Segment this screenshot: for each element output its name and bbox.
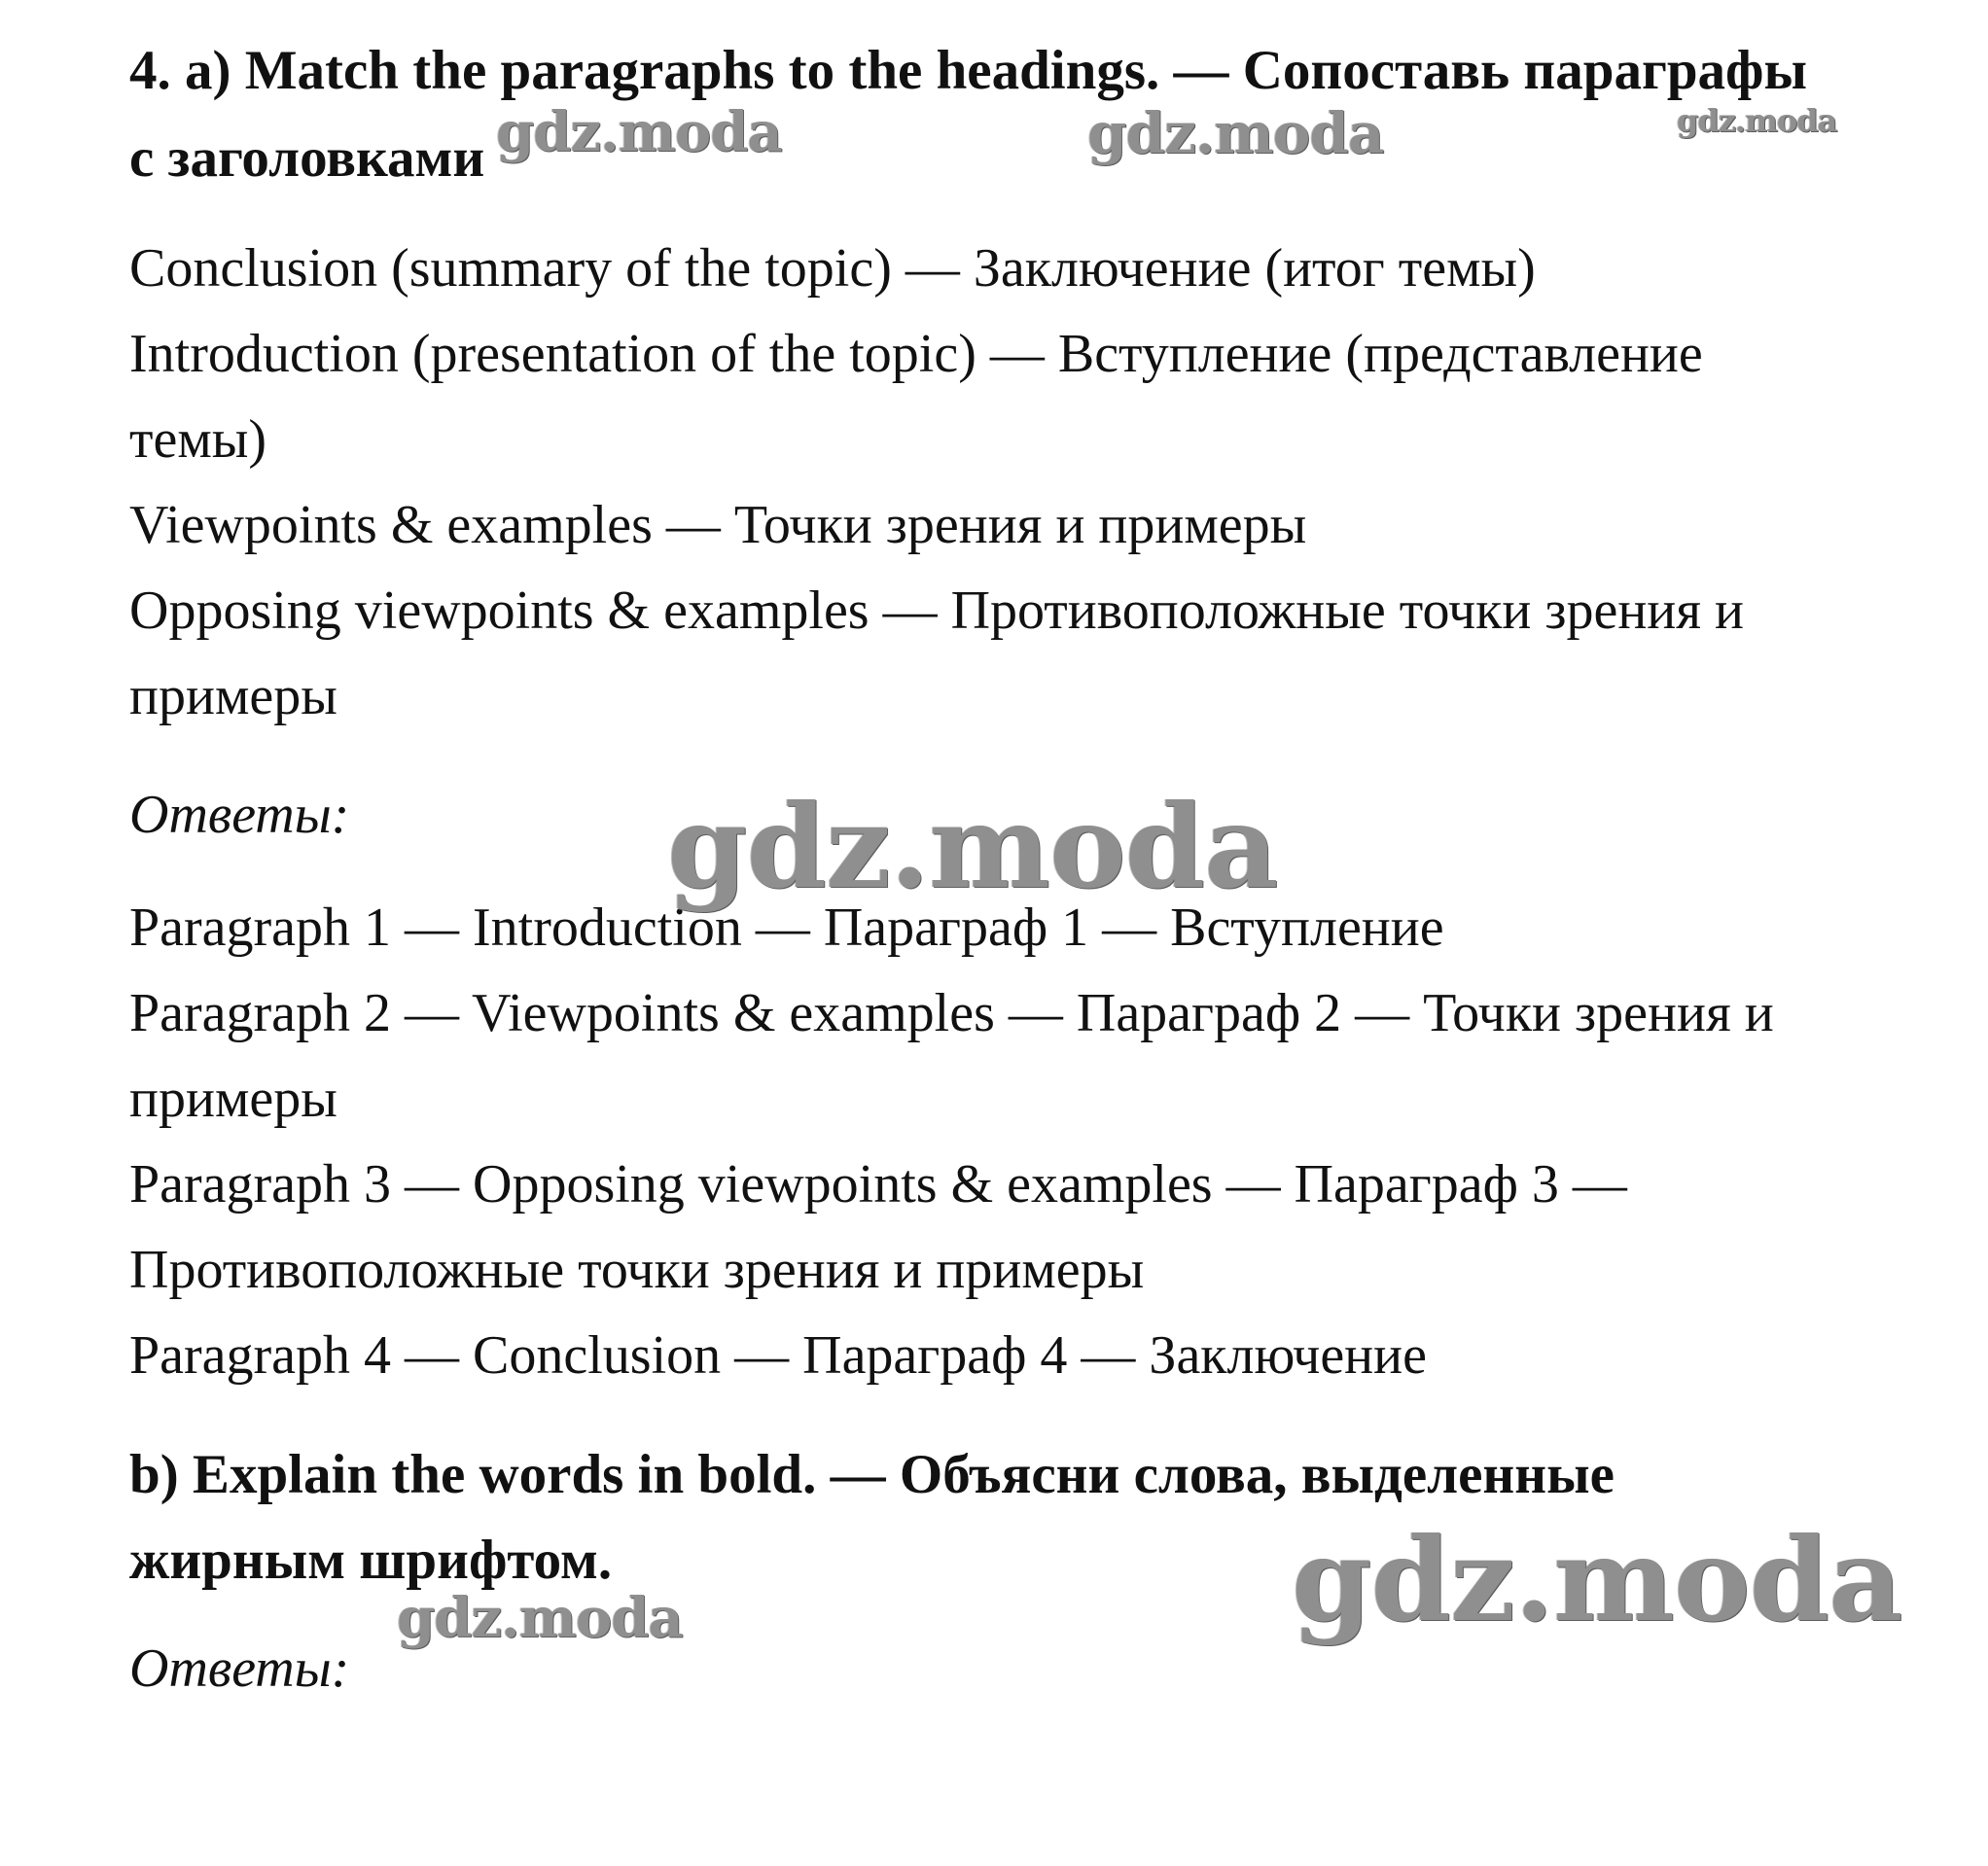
answer-paragraph-2: Paragraph 2 — Viewpoints & examples — Параграф 2 — Точки зрения и <box>129 983 1774 1043</box>
heading-item-opposing-cont: примеры <box>129 666 337 726</box>
task-a-heading-line-2: с заголовками <box>129 127 485 189</box>
heading-item-opposing: Opposing viewpoints & examples — Противоположные точки зрения и <box>129 581 1744 641</box>
task-a-heading-line-1: 4. a) Match the paragraphs to the headings. — Сопоставь параграфы <box>129 40 1808 101</box>
heading-item-introduction: Introduction (presentation of the topic) — Вступление (представление <box>129 324 1703 384</box>
answer-paragraph-2-cont: примеры <box>129 1069 337 1129</box>
answers-label-a: Ответы: <box>129 785 350 845</box>
watermark-logo: gdz.moda <box>1677 102 1837 139</box>
heading-item-conclusion: Conclusion (summary of the topic) — Заключение (итог темы) <box>129 238 1536 299</box>
watermark-logo: gdz.moda <box>1087 100 1384 166</box>
heading-item-viewpoints: Viewpoints & examples — Точки зрения и примеры <box>129 495 1307 555</box>
watermark-logo: gdz.moda <box>496 100 782 164</box>
answer-paragraph-3: Paragraph 3 — Opposing viewpoints & examples — Параграф 3 — <box>129 1154 1627 1215</box>
answer-paragraph-1: Paragraph 1 — Introduction — Параграф 1 — Вступление <box>129 898 1444 958</box>
task-b-heading-line-2: жирным шрифтом. <box>129 1530 613 1591</box>
watermark-logo: gdz.moda <box>667 779 1278 914</box>
watermark-logo: gdz.moda <box>1292 1512 1902 1647</box>
answer-paragraph-3-cont: Противоположные точки зрения и примеры <box>129 1240 1145 1300</box>
task-b-heading-line-1: b) Explain the words in bold. — Объясни слова, выделенные <box>129 1444 1615 1505</box>
answer-paragraph-4: Paragraph 4 — Conclusion — Параграф 4 — Заключение <box>129 1325 1427 1386</box>
watermark-logo: gdz.moda <box>397 1586 683 1650</box>
heading-item-introduction-cont: темы) <box>129 409 267 470</box>
answers-label-b: Ответы: <box>129 1638 350 1699</box>
